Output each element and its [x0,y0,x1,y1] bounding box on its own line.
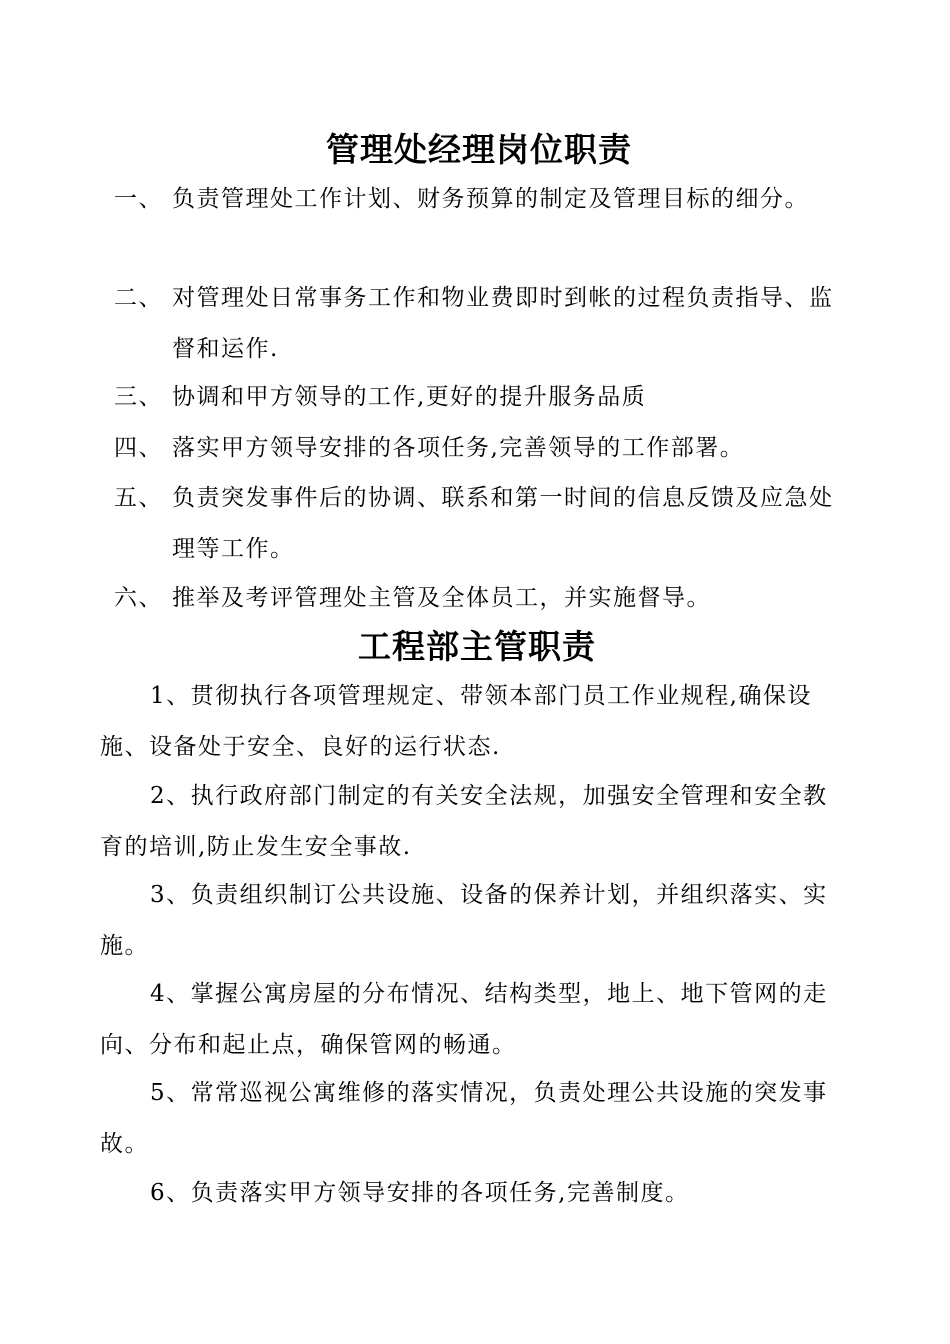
duty-text: 推举及考评管理处主管及全体员工，并实施督导。 [172,585,711,611]
manager-duty-item [114,372,834,423]
duty-text: 负责突发事件后的协调、联系和第一时间的信息反馈及应急处理等工作。 [172,485,834,562]
duty-number: 五、 [114,485,163,511]
manager-duty-item [114,473,834,575]
engineering-duty-paragraph: 5、常常巡视公寓维修的落实情况，负责处理公共设施的突发事故。 [100,1080,828,1157]
section-title-engineering-duties: 工程部主管职责 [358,627,596,666]
duty-text: 负责管理处工作计划、财务预算的制定及管理目标的细分。 [172,186,809,212]
engineering-duty-paragraph: 6、负责落实甲方领导安排的各项任务,完善制度。 [150,1180,690,1206]
duty-number: 三、 [114,384,163,410]
duty-text: 落实甲方领导安排的各项任务,完善领导的工作部署。 [172,435,745,461]
duty-number: 六、 [114,585,163,611]
duty-number: 二、 [114,285,163,311]
manager-duty-item [114,423,834,474]
duty-text: 对管理处日常事务工作和物业费即时到帐的过程负责指导、监督和运作. [172,285,834,362]
section-title-manager-duties: 管理处经理岗位职责 [326,130,632,169]
manager-duty-item [114,573,834,624]
engineering-duty-paragraph: 2、执行政府部门制定的有关安全法规，加强安全管理和安全教育的培训,防止发生安全事故. [100,783,828,860]
engineering-duty-paragraph: 3、负责组织制订公共设施、设备的保养计划，并组织落实、实施。 [100,882,828,959]
manager-duty-item [114,273,834,375]
duty-text: 协调和甲方领导的工作,更好的提升服务品质 [172,384,647,410]
duty-number: 四、 [114,435,163,461]
duty-number: 一、 [114,186,163,212]
engineering-duty-paragraph: 4、掌握公寓房屋的分布情况、结构类型，地上、地下管网的走向、分布和起止点，确保管网的畅通。 [100,981,828,1058]
manager-duty-item [114,174,834,225]
engineering-duty-paragraph: 1、贯彻执行各项管理规定、带领本部门员工作业规程,确保设施、设备处于安全、良好的运行状态. [100,683,812,760]
